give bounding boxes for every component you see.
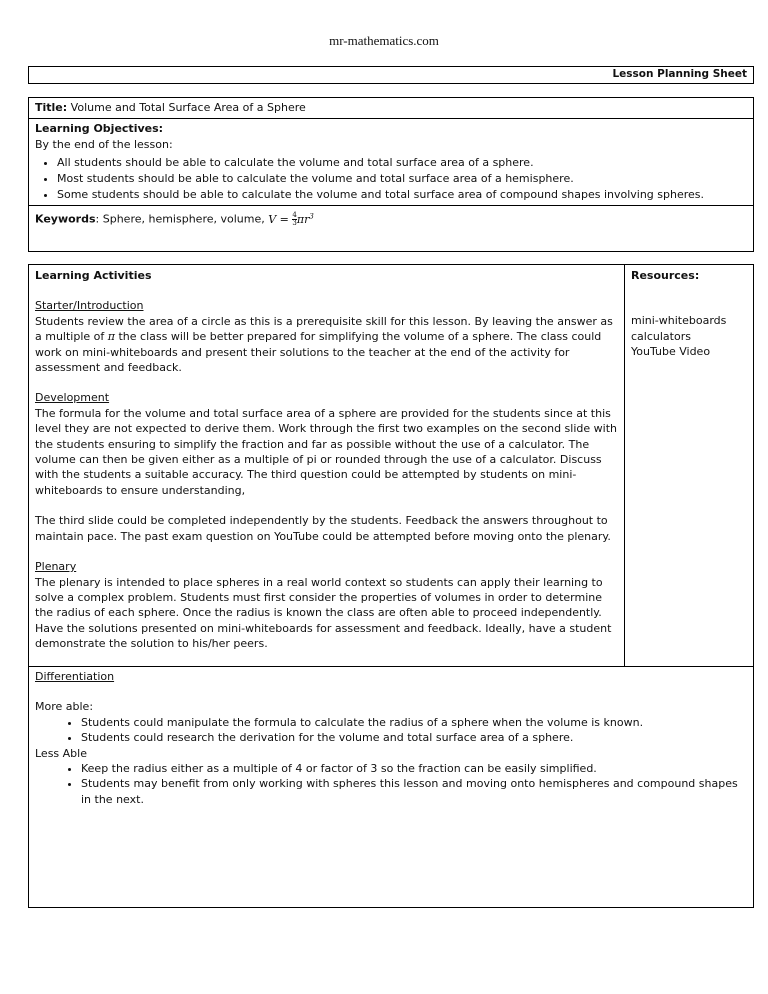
more-able-list: [35, 715, 747, 746]
resource-item: YouTube Video: [631, 345, 711, 359]
resources-heading: Resources:: [631, 269, 700, 282]
development-text: The formula for the volume and total surface area of a sphere are provided for the students since at this level they are not expected to derive them. Work through the first two examples on the second slide with the students ensuring to simplify the fraction and far as possible without the use of a calculator. The volume can then be given either as a multiple of pi or rounded through the use of a calculator. Discuss with the students a suitable accuracy. The third question could be attempted by students on mini-whiteboards to ensure understanding,: [35, 406, 617, 497]
starter-text: [35, 314, 618, 376]
resource-item: calculators: [631, 329, 691, 343]
title-row: [29, 98, 753, 119]
more-able-label: More able:: [35, 700, 94, 714]
objective-item: • All students should be able to calculate the volume and total surface area of a sphere.: [57, 155, 747, 171]
activities-table: [28, 264, 754, 908]
objectives-row: [29, 119, 753, 206]
more-able-item: • Students could manipulate the formula to calculate the radius of a sphere when the volume is known.: [81, 715, 747, 730]
activities-heading: Learning Activities: [35, 269, 152, 282]
development-text-2: The third slide could be completed independently by the students. Feedback the answers throughout to maintain pace. The past exam question on YouTube could be attempted before moving onto the plenary.: [35, 514, 611, 543]
plenary-heading: Plenary: [35, 560, 77, 574]
lesson-title: Volume and Total Surface Area of a Sphere: [70, 101, 306, 114]
starter-heading: Starter/Introduction: [35, 299, 144, 313]
keywords-row: [29, 206, 753, 230]
learning-activities-cell: [29, 265, 625, 666]
formula-exponent: 3: [309, 212, 314, 220]
objectives-intro: By the end of the lesson:: [35, 138, 173, 151]
differentiation-cell: [29, 666, 753, 809]
less-able-item: • Students may benefit from only working with spheres this lesson and moving onto hemispheres and compound shapes in the next.: [81, 776, 747, 807]
more-able-item: • Students could research the derivation for the volume and total surface area of a sphere.: [81, 730, 747, 745]
resources-cell: [625, 265, 753, 666]
less-able-item: • Keep the radius either as a multiple of 4 or factor of 3 so the fraction can be easily simplified.: [81, 761, 747, 776]
less-able-list: [35, 761, 747, 807]
differentiation-heading: Differentiation: [35, 670, 115, 683]
objective-item: • Most students should be able to calculate the volume and total surface area of a hemisphere.: [57, 171, 747, 187]
development-heading: Development: [35, 391, 110, 405]
formula-rhs: πr: [296, 212, 310, 226]
keywords-label: Keywords: [35, 212, 96, 226]
lesson-info-table: [28, 97, 754, 252]
fraction-denominator: 3: [292, 219, 297, 228]
plenary-text: The plenary is intended to place spheres in a real world context so students can apply their learning to solve a complex problem. Students must first consider the properties of volumes in order to determine the radius of each sphere. Once the radius is known the class are often able to proceed independently. Have the solutions presented on mini-whiteboards for assessment and feedback. Ideally, have a student demonstrate the solution to his/her peers.: [35, 575, 612, 651]
formula-lhs: V =: [268, 212, 293, 226]
title-label: Title:: [35, 101, 68, 114]
starter-text-a: Students review the area of a circle as this is a prerequisite skill for this lesson. By leaving the answer as a multiple of: [35, 314, 613, 344]
sheet-header: [28, 66, 754, 84]
volume-formula: [268, 213, 314, 226]
resource-item: mini-whiteboards: [631, 314, 727, 328]
starter-text-b: the class will be better prepared for simplifying the volume of a sphere. The class could work on mini-whiteboards and present their solutions to the teacher at the end of the activity for assessment and feedback.: [35, 330, 602, 375]
objective-item: • Some students should be able to calculate the volume and total surface area of compound shapes involving spheres.: [57, 187, 747, 203]
pi-symbol: π: [107, 330, 115, 344]
site-url: mr-mathematics.com: [329, 33, 439, 48]
objectives-heading: Learning Objectives:: [35, 122, 164, 135]
objectives-list: [35, 155, 747, 203]
keywords-text: : Sphere, hemisphere, volume,: [95, 212, 269, 226]
fraction-numerator: 4: [292, 211, 297, 220]
less-able-label: Less Able: [35, 746, 87, 760]
sheet-title: Lesson Planning Sheet: [612, 68, 747, 80]
